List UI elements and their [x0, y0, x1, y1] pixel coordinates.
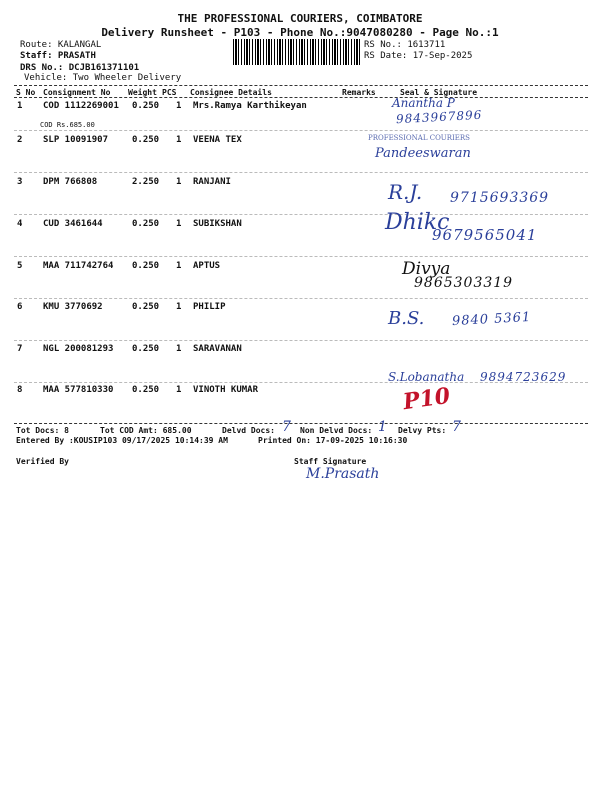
verified-by: Verified By [16, 457, 69, 466]
row-pcs: 1 [176, 302, 182, 312]
delivery-points-value: 7 [452, 419, 461, 435]
row-divider [14, 130, 588, 131]
row-sno: 1 [17, 101, 23, 111]
row-consignment: CUD 3461644 [43, 219, 103, 229]
company-stamp: PROFESSIONAL COURIERS [368, 134, 470, 142]
row-consignee: VEENA TEX [193, 135, 242, 145]
row-pcs: 1 [176, 261, 182, 271]
row-weight: 2.250 [132, 177, 160, 187]
row-consignment: KMU 3770692 [43, 302, 103, 312]
delivery-points-label: Delvy Pts: [398, 426, 447, 435]
row-sno: 8 [17, 385, 23, 395]
row-cod-note: COD Rs.685.00 [40, 121, 95, 129]
row-consignment: NGL 200081293 [43, 344, 114, 354]
row-consignment: SLP 10091907 [43, 135, 109, 145]
row-divider [14, 340, 588, 341]
signature-phone: 9894723629 [480, 370, 567, 384]
row-sno: 2 [17, 135, 23, 145]
divider [14, 85, 588, 86]
row-pcs: 1 [176, 385, 182, 395]
printed-on: Printed On: 17-09-2025 10:16:30 [258, 436, 408, 445]
staff-signature-label: Staff Signature [294, 457, 367, 466]
row-pcs: 1 [176, 135, 182, 145]
signature: R.J. [388, 180, 423, 204]
col-consignment: Consignment No [43, 88, 111, 97]
row-weight: 0.250 [132, 261, 160, 271]
row-consignment: MAA 711742764 [43, 261, 114, 271]
red-mark: P10 [401, 382, 452, 416]
row-pcs: 1 [176, 177, 182, 187]
row-sno: 4 [17, 219, 23, 229]
delivered-docs-label: Delvd Docs: [222, 426, 275, 435]
signature: Pandeeswaran [375, 146, 471, 161]
row-consignment: DPM 766808 [43, 177, 98, 187]
total-docs: Tot Docs: 8 [16, 426, 69, 435]
row-divider [14, 298, 588, 299]
divider [14, 423, 588, 424]
signature-phone: 9843967896 [395, 107, 483, 127]
row-weight: 0.250 [132, 219, 160, 229]
row-divider [14, 214, 588, 215]
route: Route: KALANGAL [20, 40, 102, 50]
runsheet-subtitle: Delivery Runsheet - P103 - Phone No.:9047080280 - Page No.:1 [101, 26, 499, 39]
signature: Dhikc [385, 210, 450, 235]
row-weight: 0.250 [132, 135, 160, 145]
row-sno: 7 [17, 344, 23, 354]
row-pcs: 1 [176, 219, 182, 229]
vehicle: Vehicle: Two Wheeler Delivery [24, 73, 182, 83]
barcode [233, 39, 361, 65]
row-weight: 0.250 [132, 385, 160, 395]
row-weight: 0.250 [132, 101, 160, 111]
signature-phone: 9865303319 [414, 275, 514, 291]
signature-phone: 9840 5361 [451, 309, 532, 330]
col-pcs: PCS [162, 88, 177, 97]
rs-number: RS No.: 1613711 [364, 40, 446, 50]
row-sno: 5 [17, 261, 23, 271]
staff: Staff: PRASATH [20, 51, 96, 61]
col-sno: S No [16, 88, 36, 97]
row-pcs: 1 [176, 101, 182, 111]
col-remarks: Remarks [342, 88, 376, 97]
row-divider [14, 256, 588, 257]
row-consignee: SARAVANAN [193, 344, 242, 354]
drs-number: DRS No.: DCJB161371101 [20, 63, 140, 73]
signature: Divya [402, 259, 451, 279]
company-title: THE PROFESSIONAL COURIERS, COIMBATORE [177, 12, 423, 25]
signature: B.S. [388, 308, 425, 329]
row-consignee: APTUS [193, 261, 221, 271]
row-consignee: RANJANI [193, 177, 231, 187]
col-seal-signature: Seal & Signature [400, 88, 478, 97]
row-divider [14, 172, 588, 173]
signature-phone: 9715693369 [450, 190, 550, 206]
non-delivered-docs-label: Non Delvd Docs: [300, 426, 373, 435]
row-pcs: 1 [176, 344, 182, 354]
row-sno: 6 [17, 302, 23, 312]
divider [14, 97, 588, 98]
row-sno: 3 [17, 177, 23, 187]
row-consignee: PHILIP [193, 302, 226, 312]
col-consignee: Consignee Details [190, 88, 272, 97]
row-consignment: COD 1112269001 [43, 101, 119, 111]
row-weight: 0.250 [132, 302, 160, 312]
signature: S.Lobanatha [388, 370, 465, 384]
signature-phone: 9679565041 [432, 226, 538, 244]
row-weight: 0.250 [132, 344, 160, 354]
row-consignment: MAA 577810330 [43, 385, 114, 395]
entered-by: Entered By :KOUSIP103 09/17/2025 10:14:39 AM [16, 436, 228, 445]
rs-date: RS Date: 17-Sep-2025 [364, 51, 473, 61]
col-weight: Weight [128, 88, 157, 97]
row-consignee: Mrs.Ramya Karthikeyan [193, 101, 307, 111]
signature: Anantha P [392, 96, 455, 110]
delivered-docs-value: 7 [282, 419, 291, 435]
non-delivered-docs-value: 1 [378, 419, 387, 435]
row-consignee: SUBIKSHAN [193, 219, 242, 229]
staff-signature: M.Prasath [306, 466, 380, 482]
row-consignee: VINOTH KUMAR [193, 385, 259, 395]
total-cod-amount: Tot COD Amt: 685.00 [100, 426, 192, 435]
